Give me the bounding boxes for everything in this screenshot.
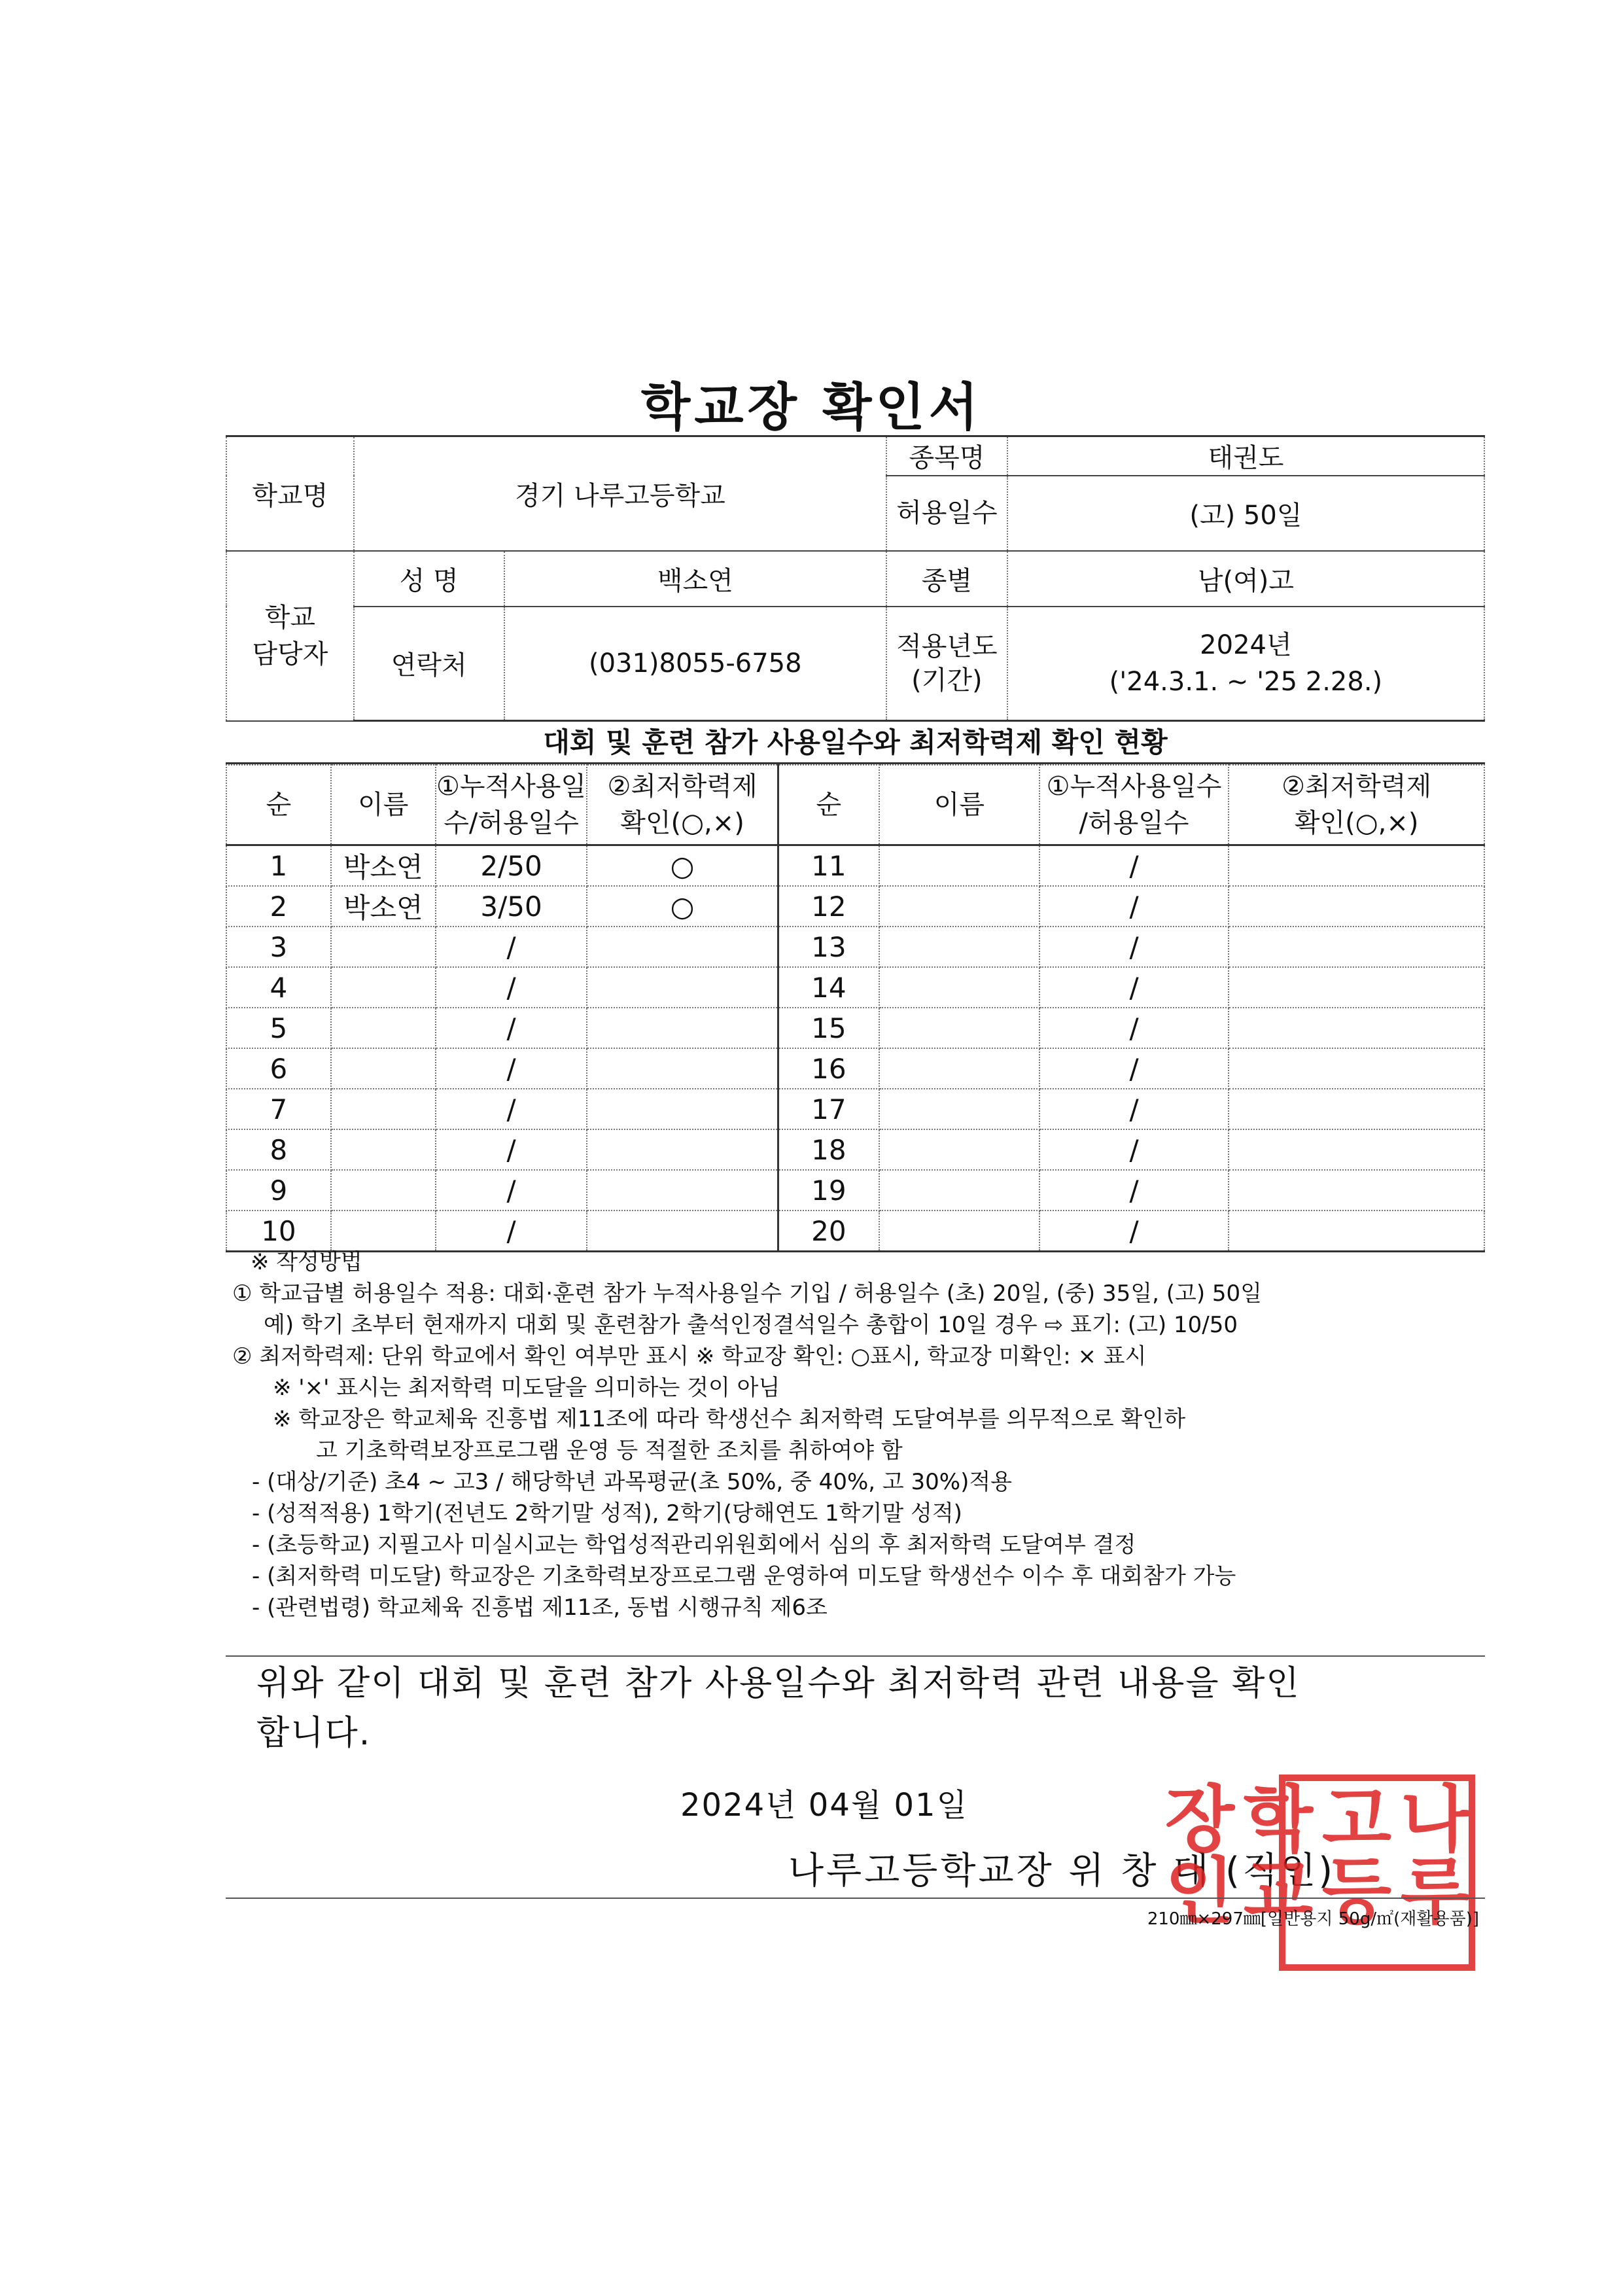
row-name xyxy=(331,1089,436,1129)
row-name xyxy=(331,1008,436,1048)
row-no: 8 xyxy=(226,1129,331,1170)
table-row xyxy=(226,845,1484,887)
row-check xyxy=(1229,1210,1484,1252)
table-row xyxy=(226,967,1484,1008)
row-no: 17 xyxy=(778,1089,879,1129)
row-days: / xyxy=(1039,1008,1229,1048)
info-table xyxy=(226,435,1485,722)
row-name xyxy=(879,886,1039,927)
header-days: ①누적사용일 수/허용일수 xyxy=(436,765,587,845)
sport-label: 종목명 xyxy=(886,436,1007,476)
row-name xyxy=(879,967,1039,1008)
school-value: 경기 나루고등학교 xyxy=(354,436,886,551)
row-days: / xyxy=(436,927,587,967)
name-value: 백소연 xyxy=(504,551,886,607)
row-days: / xyxy=(436,1048,587,1089)
row-check: ○ xyxy=(587,886,778,927)
type-value: 남(여)고 xyxy=(1007,551,1484,607)
row-name: 박소연 xyxy=(331,845,436,887)
header-name: 이름 xyxy=(331,765,436,845)
table-row xyxy=(226,1170,1484,1210)
table-row xyxy=(226,927,1484,967)
header-check: ②최저학력제 확인(○,×) xyxy=(1229,765,1484,845)
row-no: 5 xyxy=(226,1008,331,1048)
row-name xyxy=(879,1210,1039,1252)
row-name xyxy=(331,1210,436,1252)
allowed-label: 허용일수 xyxy=(886,476,1007,551)
row-no: 11 xyxy=(778,845,879,887)
row-no: 20 xyxy=(778,1210,879,1252)
table-row xyxy=(226,1089,1484,1129)
confirmation-statement xyxy=(256,1659,1473,1758)
row-no: 6 xyxy=(226,1048,331,1089)
row-name xyxy=(879,1170,1039,1210)
row-name xyxy=(331,1048,436,1089)
note-line: ※ '×' 표시는 최저학력 미도달을 의미하는 것이 아님 xyxy=(273,1375,780,1401)
note-line: ① 학교급별 허용일수 적용: 대회·훈련 참가 누적사용일수 기입 / 허용일수 (초) 20일, (중) 35일, (고) 50일 xyxy=(232,1280,1262,1307)
row-name xyxy=(879,927,1039,967)
sport-value: 태권도 xyxy=(1007,436,1484,476)
divider xyxy=(226,1655,1485,1657)
row-name xyxy=(879,1089,1039,1129)
note-line: ② 최저학력제: 단위 학교에서 확인 여부만 표시 ※ 학교장 확인: ○표시, 학교장 미확인: × 표시 xyxy=(232,1343,1147,1369)
header-check: ②최저학력제 확인(○,×) xyxy=(587,765,778,845)
row-no: 16 xyxy=(778,1048,879,1089)
row-no: 9 xyxy=(226,1170,331,1210)
note-line: - (초등학교) 지필고사 미실시교는 학업성적관리위원회에서 심의 후 최저학력 도달여부 결정 xyxy=(252,1532,1136,1558)
confirm-line: 위와 같이 대회 및 훈련 참가 사용일수와 최저학력 관련 내용을 확인 xyxy=(256,1664,1300,1703)
row-check xyxy=(1229,1170,1484,1210)
row-no: 19 xyxy=(778,1170,879,1210)
row-days: 3/50 xyxy=(436,886,587,927)
row-days: / xyxy=(1039,1210,1229,1252)
row-days: / xyxy=(1039,886,1229,927)
row-no: 4 xyxy=(226,967,331,1008)
header-days: ①누적사용일수 /허용일수 xyxy=(1039,765,1229,845)
row-name xyxy=(879,1008,1039,1048)
row-name xyxy=(331,967,436,1008)
row-days: / xyxy=(436,1129,587,1170)
official-seal-icon xyxy=(1152,1775,1475,1971)
row-days: / xyxy=(1039,1170,1229,1210)
year-value: 2024년 xyxy=(1200,629,1292,660)
row-check xyxy=(1229,927,1484,967)
writing-guide xyxy=(232,1246,1488,1623)
table-row xyxy=(226,1129,1484,1170)
row-check xyxy=(587,1129,778,1170)
row-days: / xyxy=(1039,1089,1229,1129)
row-no: 7 xyxy=(226,1089,331,1129)
row-days: / xyxy=(436,1210,587,1252)
year-label: 적용년도 (기간) xyxy=(886,607,1007,721)
row-days: / xyxy=(1039,845,1229,887)
header-no: 순 xyxy=(778,765,879,845)
row-check xyxy=(587,1210,778,1252)
row-check xyxy=(587,1170,778,1210)
issue-date: 2024년 04월 01일 xyxy=(680,1787,968,1824)
note-line: - (관련법령) 학교체육 진흥법 제11조, 동법 시행규칙 제6조 xyxy=(252,1595,828,1621)
row-check xyxy=(1229,967,1484,1008)
row-no: 3 xyxy=(226,927,331,967)
row-check: ○ xyxy=(587,845,778,887)
period-value: ('24.3.1. ~ '25 2.28.) xyxy=(1109,666,1383,697)
table-row xyxy=(226,1048,1484,1089)
row-name xyxy=(331,927,436,967)
note-heading: ※ 작성방법 xyxy=(251,1249,362,1275)
row-no: 13 xyxy=(778,927,879,967)
note-line: 예) 학기 초부터 현재까지 대회 및 훈련참가 출석인정결석일수 총합이 10일 경우 ⇨ 표기: (고) 10/50 xyxy=(264,1312,1238,1338)
contact-label: 연락처 xyxy=(354,607,504,721)
row-check xyxy=(587,927,778,967)
note-line: - (대상/기준) 초4 ~ 고3 / 해당학년 과목평균(초 50%, 중 40%, 고 30%)적용 xyxy=(252,1469,1013,1495)
header-no: 순 xyxy=(226,765,331,845)
note-line: - (성적적용) 1학기(전년도 2학기말 성적), 2학기(당해연도 1학기말 성적) xyxy=(252,1500,962,1527)
row-name xyxy=(879,1129,1039,1170)
row-no: 18 xyxy=(778,1129,879,1170)
row-check xyxy=(1229,845,1484,887)
row-check xyxy=(587,1048,778,1089)
row-no: 14 xyxy=(778,967,879,1008)
row-check xyxy=(587,1089,778,1129)
row-days: 2/50 xyxy=(436,845,587,887)
row-name: 박소연 xyxy=(331,886,436,927)
row-no: 12 xyxy=(778,886,879,927)
principal-signature: 나루고등학교장 위 창 대 (직인) xyxy=(788,1850,1336,1892)
table-row xyxy=(226,886,1484,927)
row-days: / xyxy=(436,1008,587,1048)
note-line: ※ 학교장은 학교체육 진흥법 제11조에 따라 학생선수 최저학력 도달여부를 의무적으로 확인하 xyxy=(273,1406,1186,1432)
row-check xyxy=(587,1008,778,1048)
row-check xyxy=(1229,1048,1484,1089)
row-check xyxy=(587,967,778,1008)
name-label: 성 명 xyxy=(354,551,504,607)
row-name xyxy=(331,1170,436,1210)
year-cell xyxy=(1007,607,1484,721)
section-title: 대회 및 훈련 참가 사용일수와 최저학력제 확인 현황 xyxy=(226,723,1485,764)
row-days: / xyxy=(1039,967,1229,1008)
row-check xyxy=(1229,1089,1484,1129)
row-check xyxy=(1229,886,1484,927)
paper-spec: 210㎜×297㎜[일반용지 50g/㎡(재활용품)] xyxy=(1147,1909,1479,1929)
row-check xyxy=(1229,1129,1484,1170)
record-table xyxy=(226,764,1485,1252)
table-row xyxy=(226,1008,1484,1048)
contact-value: (031)8055-6758 xyxy=(504,607,886,721)
type-label: 종별 xyxy=(886,551,1007,607)
row-days: / xyxy=(1039,927,1229,967)
seal-text: 나루고등학교장인 xyxy=(1152,1781,1471,1925)
row-days: / xyxy=(1039,1048,1229,1089)
header-name: 이름 xyxy=(879,765,1039,845)
document-title: 학교장 확인서 xyxy=(640,378,983,437)
row-days: / xyxy=(436,1170,587,1210)
row-days: / xyxy=(1039,1129,1229,1170)
row-no: 1 xyxy=(226,845,331,887)
row-no: 2 xyxy=(226,886,331,927)
row-name xyxy=(331,1129,436,1170)
school-label: 학교명 xyxy=(226,436,354,551)
confirm-line: 합니다. xyxy=(256,1714,372,1753)
row-no: 15 xyxy=(778,1008,879,1048)
row-check xyxy=(1229,1008,1484,1048)
manager-label: 학교 담당자 xyxy=(226,551,354,721)
row-days: / xyxy=(436,967,587,1008)
table-row xyxy=(226,1210,1484,1252)
note-line: - (최저학력 미도달) 학교장은 기초학력보장프로그램 운영하여 미도달 학생선수 이수 후 대회참가 가능 xyxy=(252,1563,1236,1589)
row-no: 10 xyxy=(226,1210,331,1252)
allowed-value: (고) 50일 xyxy=(1007,476,1484,551)
row-name xyxy=(879,845,1039,887)
row-days: / xyxy=(436,1089,587,1129)
row-name xyxy=(879,1048,1039,1089)
note-line: 고 기초학력보장프로그램 운영 등 적절한 조치를 취하여야 함 xyxy=(316,1438,903,1464)
divider xyxy=(226,1898,1485,1899)
